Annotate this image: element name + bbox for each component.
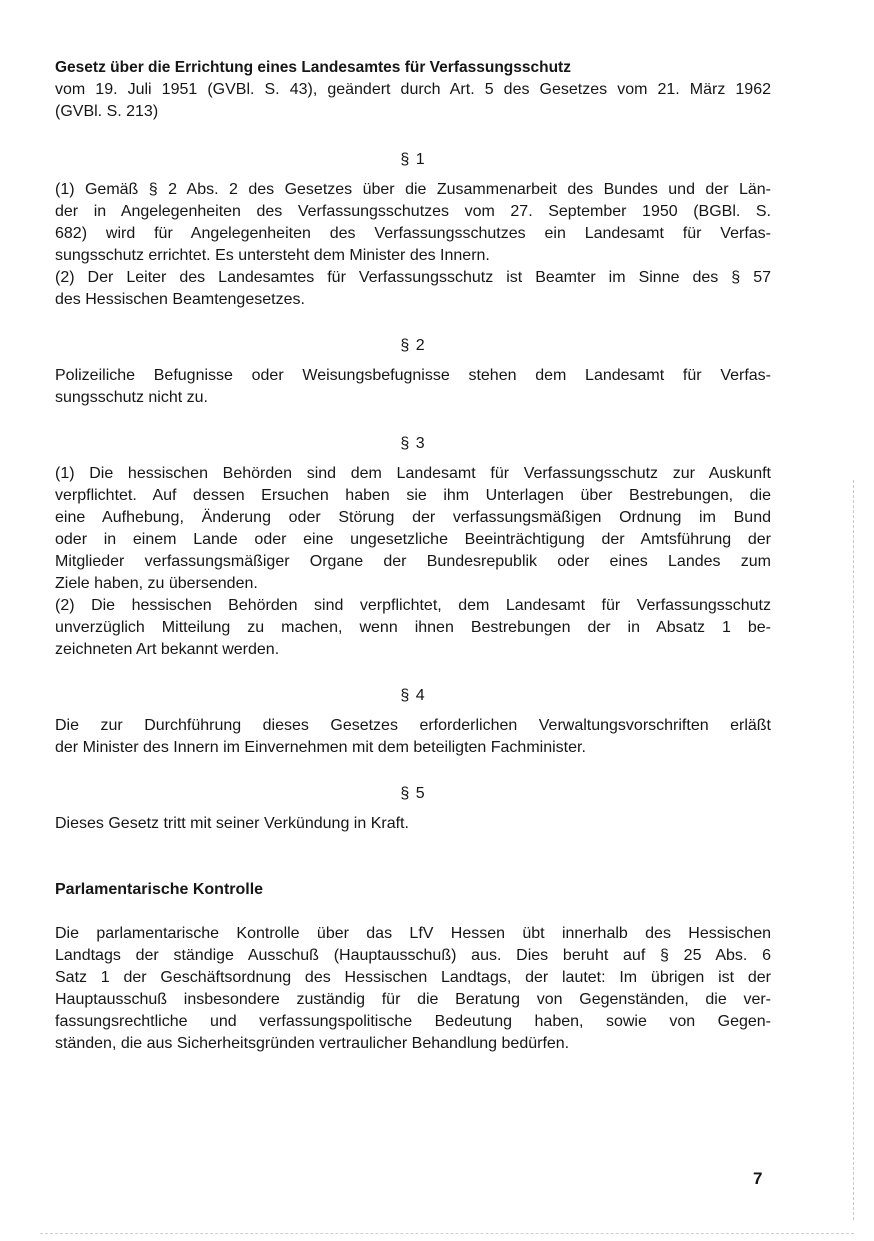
section-body bbox=[55, 365, 771, 409]
document-page bbox=[55, 57, 771, 1055]
section-body bbox=[55, 813, 771, 835]
text-line: (2) Der Leiter des Landesamtes für Verfassungsschutz ist Beamter im Sinne des § 57 bbox=[55, 269, 771, 286]
text-line: ständen, die aus Sicherheitsgründen vertraulicher Behandlung bedürfen. bbox=[55, 1035, 570, 1052]
text-line: Polizeiliche Befugnisse oder Weisungsbefugnisse stehen dem Landesamt für Verfas- bbox=[55, 367, 771, 384]
law-title: Gesetz über die Errichtung eines Landesamtes für Verfassungsschutz bbox=[55, 59, 571, 76]
law-subtitle-line: vom 19. Juli 1951 (GVBl. S. 43), geändert durch Art. 5 des Gesetzes vom 21. März 1962 bbox=[55, 81, 771, 98]
section-heading: § 4 bbox=[400, 687, 426, 704]
text-line: (1) Gemäß § 2 Abs. 2 des Gesetzes über die Zusammenarbeit des Bundes und der Län- bbox=[55, 181, 771, 198]
text-line: sungsschutz errichtet. Es untersteht dem Minister des Innern. bbox=[55, 247, 490, 264]
text-line: Mitglieder verfassungsmäßiger Organe der Bundesrepublik oder eines Landes zum bbox=[55, 553, 771, 570]
section-heading: § 5 bbox=[400, 785, 426, 802]
text-line: Satz 1 der Geschäftsordnung des Hessischen Landtags, der lautet: Im übrigen ist der bbox=[55, 969, 771, 986]
text-line: verpflichtet. Auf dessen Ersuchen haben sie ihm Unterlagen über Bestrebungen, die bbox=[55, 487, 771, 504]
text-line: des Hessischen Beamtengesetzes. bbox=[55, 291, 305, 308]
law-subtitle-line: (GVBl. S. 213) bbox=[55, 103, 159, 120]
text-line: Die parlamentarische Kontrolle über das LfV Hessen übt innerhalb des Hessischen bbox=[55, 925, 771, 942]
scan-bottom-mark bbox=[40, 1233, 854, 1235]
section-body bbox=[55, 715, 771, 759]
text-line: der Minister des Innern im Einvernehmen mit dem beteiligten Fachminister. bbox=[55, 739, 586, 756]
section-heading: § 1 bbox=[400, 151, 426, 168]
section-body bbox=[55, 179, 771, 311]
section-heading: § 3 bbox=[400, 435, 426, 452]
text-line: oder in einem Lande oder eine ungesetzliche Beeinträchtigung der Amtsführung der bbox=[55, 531, 771, 548]
text-line: sungsschutz nicht zu. bbox=[55, 389, 208, 406]
text-line: Ziele haben, zu übersenden. bbox=[55, 575, 258, 592]
text-line: Die zur Durchführung dieses Gesetzes erforderlichen Verwaltungsvorschriften erläßt bbox=[55, 717, 771, 734]
text-line: 682) wird für Angelegenheiten des Verfassungsschutzes ein Landesamt für Verfas- bbox=[55, 225, 771, 242]
text-line: fassungsrechtliche und verfassungspolitische Bedeutung haben, sowie von Gegen- bbox=[55, 1013, 771, 1030]
text-line: (2) Die hessischen Behörden sind verpflichtet, dem Landesamt für Verfassungsschutz bbox=[55, 597, 771, 614]
section-heading: § 2 bbox=[400, 337, 426, 354]
text-line: unverzüglich Mitteilung zu machen, wenn ihnen Bestrebungen der in Absatz 1 be- bbox=[55, 619, 771, 636]
control-body bbox=[55, 923, 771, 1055]
section-body bbox=[55, 463, 771, 661]
scan-edge-mark bbox=[852, 480, 854, 1220]
text-line: der in Angelegenheiten des Verfassungsschutzes vom 27. September 1950 (BGBl. S. bbox=[55, 203, 771, 220]
control-heading: Parlamentarische Kontrolle bbox=[55, 881, 264, 898]
page-number: 7 bbox=[753, 1169, 763, 1188]
text-line: Dieses Gesetz tritt mit seiner Verkündung in Kraft. bbox=[55, 815, 409, 832]
text-line: zeichneten Art bekannt werden. bbox=[55, 641, 280, 658]
text-line: Hauptausschuß insbesondere zuständig für die Beratung von Gegenständen, die ver- bbox=[55, 991, 771, 1008]
text-line: Landtags der ständige Ausschuß (Hauptausschuß) aus. Dies beruht auf § 25 Abs. 6 bbox=[55, 947, 771, 964]
text-line: eine Aufhebung, Änderung oder Störung der verfassungsmäßigen Ordnung im Bund bbox=[55, 509, 771, 526]
text-line: (1) Die hessischen Behörden sind dem Landesamt für Verfassungsschutz zur Auskunft bbox=[55, 465, 771, 482]
